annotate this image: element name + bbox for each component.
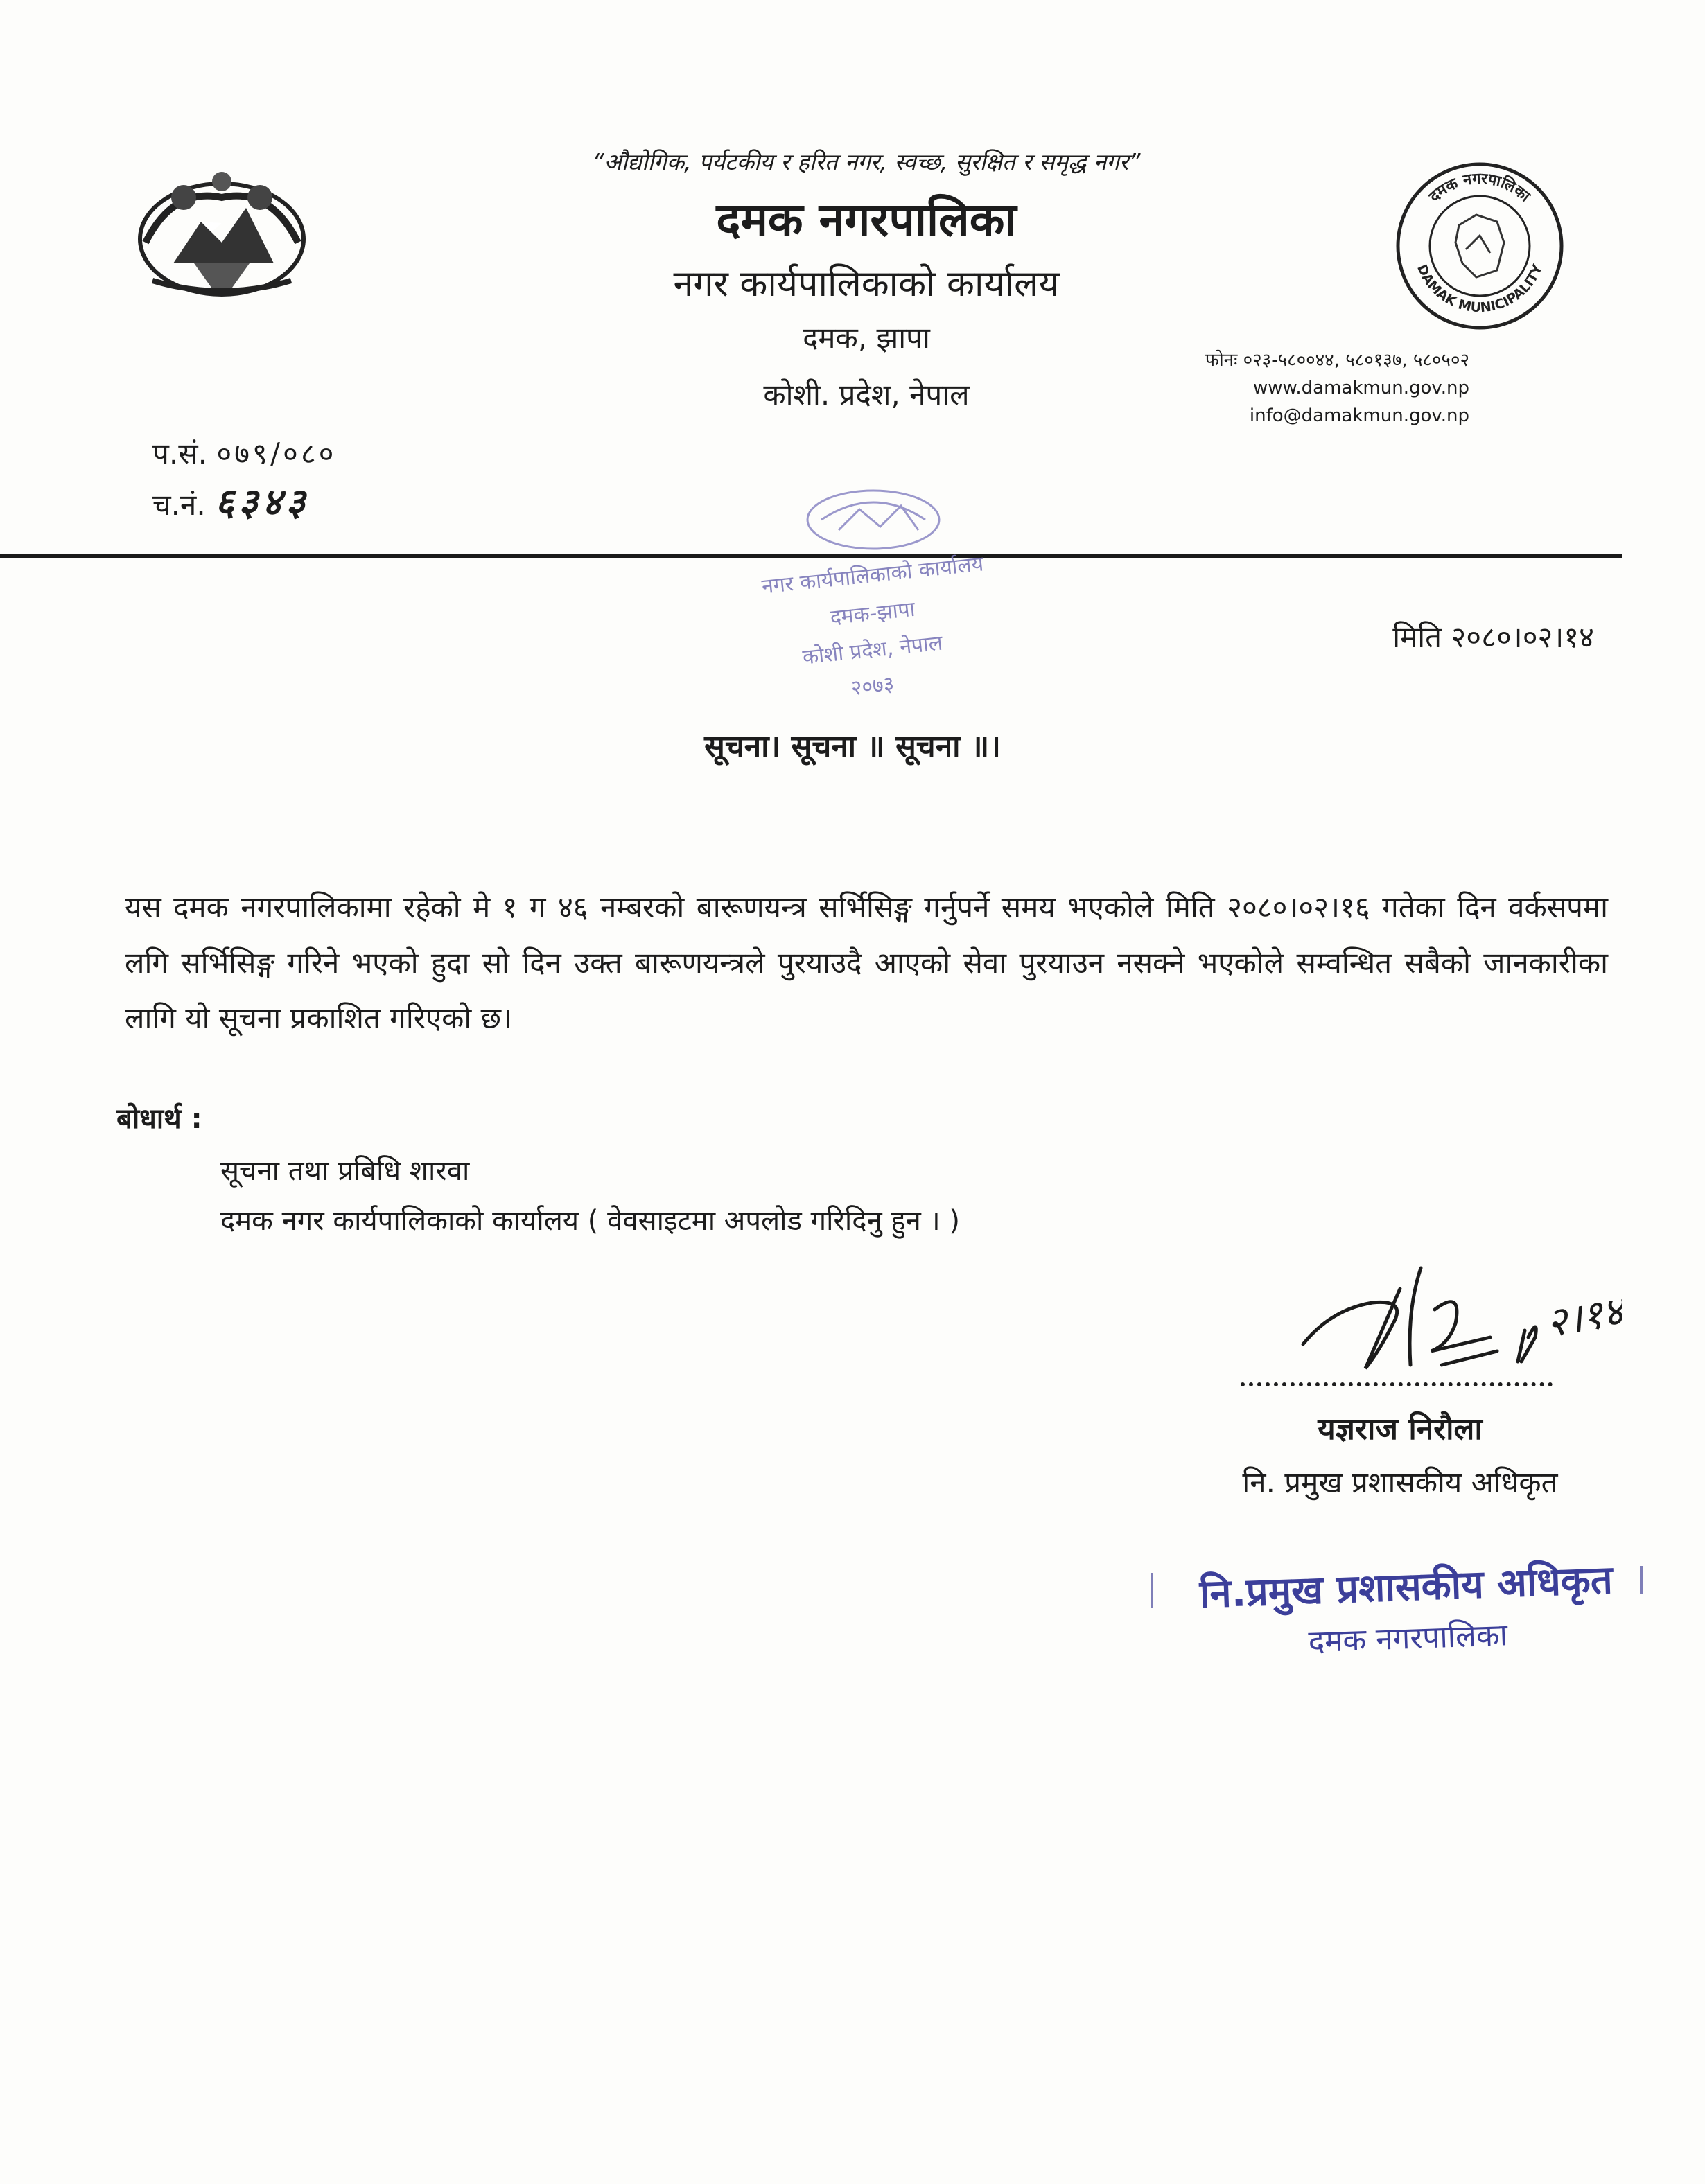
ps-line xyxy=(152,430,337,478)
phone-text: फोनः ०२३-५८००४४, ५८०१३७, ५८०५०२ xyxy=(1205,350,1469,371)
email-link[interactable]: info@damakmun.gov.np xyxy=(1249,405,1469,426)
svg-text:नि.प्रमुख प्रशासकीय अधिकृत: नि.प्रमुख प्रशासकीय अधिकृत xyxy=(1198,1557,1614,1617)
slogan: “औद्योगिक, पर्यटकीय र हरित नगर, स्वच्छ, सुरक्षित र समृद्ध नगर” xyxy=(592,148,1141,175)
website-link[interactable]: www.damakmun.gov.np xyxy=(1253,378,1469,398)
svg-text:नगर कार्यपालिकाको कार्यालय: नगर कार्यपालिकाको कार्यालय xyxy=(760,552,985,599)
handwritten-signature xyxy=(1289,1247,1622,1400)
ps-label: प.सं. xyxy=(152,437,207,470)
signature-line xyxy=(1241,1382,1553,1386)
svg-text:दमक-झापा: दमक-झापा xyxy=(829,597,916,631)
ps-value: ०७९/०८० xyxy=(216,437,337,470)
nepal-emblem-icon xyxy=(125,159,319,305)
notice-body: यस दमक नगरपालिकामा रहेको मे १ ग ४६ नम्बरको बारूणयन्त्र सर्भिसिङ्ग गर्नुपर्ने समय भएकोले मिति २०८०।०२।१६ गतेका दिन वर्कसपमा लगि सर्भिसिङ्ग गरिने भएको हुदा सो दिन उक्त बारूणयन्त्रले पुरयाउदै आएको सेवा पुरयाउन नसक्ने भएकोले सम्वन्धित सबैको जानकारीका लागि यो सूचना प्रकाशित गरिएको छ। xyxy=(125,890,1608,1035)
svg-text:दमक नगरपालिका: दमक नगरपालिका xyxy=(1307,1617,1508,1660)
svg-text:दमक नगरपालिका: दमक नगरपालिका xyxy=(1426,170,1534,206)
svg-text:२०७३: २०७३ xyxy=(850,671,895,701)
cn-value: ६३४३ xyxy=(215,480,310,524)
cc-item: दमक नगर कार्यपालिकाको कार्यालय ( वेवसाइटमा अपलोड गरिदिनु हुन । ) xyxy=(220,1205,961,1237)
designation-stamp xyxy=(1130,1545,1656,1677)
date-line: मिति २०८०।०२।१४ xyxy=(1392,620,1594,654)
svg-text:कोशी प्रदेश, नेपाल: कोशी प्रदेश, नेपाल xyxy=(801,631,944,670)
svg-text:DAMAK MUNICIPALITY: DAMAK MUNICIPALITY xyxy=(1414,262,1546,316)
office-stamp xyxy=(735,478,1012,728)
reference-block xyxy=(152,430,337,529)
address-province: कोशी. प्रदेश, नेपाल xyxy=(763,378,970,412)
contact-block xyxy=(1205,346,1469,430)
address-city: दमक, झापा xyxy=(803,321,930,355)
signer-title: नि. प्रमुख प्रशासकीय अधिकृत xyxy=(1242,1465,1558,1499)
cc-item: सूचना तथा प्रबिधि शारवा xyxy=(220,1155,470,1187)
signer-name: यज्ञराज निरौला xyxy=(1318,1411,1483,1447)
cn-label: च.नं. xyxy=(152,488,206,522)
office-name: नगर कार्यपालिकाको कार्यालय xyxy=(673,263,1060,305)
organization-name: दमक नगरपालिका xyxy=(716,193,1017,247)
notice-heading: सूचना। सूचना ॥ सूचना ॥। xyxy=(704,729,1001,764)
municipality-seal-icon xyxy=(1393,159,1566,333)
cn-line xyxy=(152,478,337,529)
svg-text:२।१४: २।१४ xyxy=(1542,1287,1622,1347)
cc-label: बोधार्थ : xyxy=(116,1103,202,1135)
